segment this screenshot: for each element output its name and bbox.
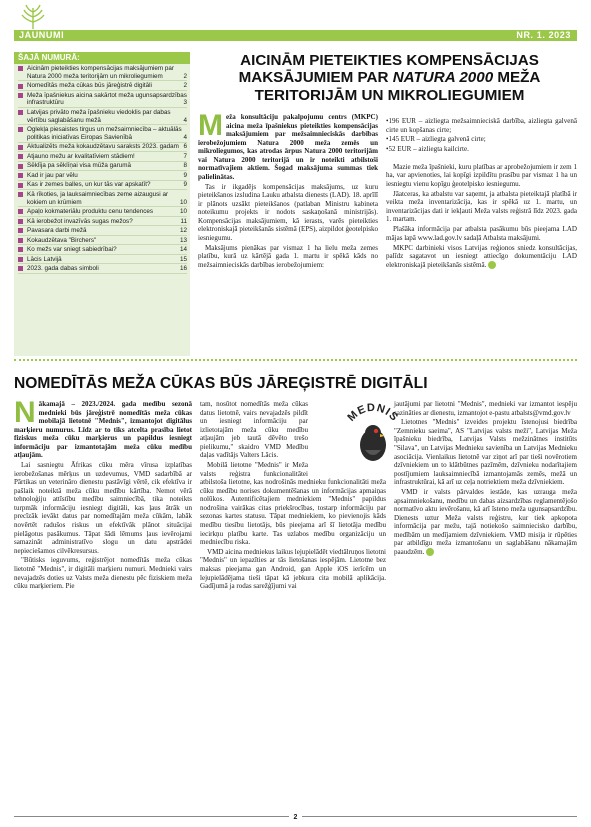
article2-paragraph: Mobilā lietotne "Mednis" ir Meža valsts reģistra funkcionalitātei atbilstoša lietotne, kas nodrošinās mednieku funkcionalitāti meža cūku medību norises dokumentēšanas un informācijas apmaiņas nolūkos. Autentificētajiem medniekiem "Mednis" papildus nodrošina vairākas citas priekšrocības, tostarp informāciju par sezonas kartes statusu. Tāpat medniekiem, ko pievienojis kāds medību tiesību lietotājs, būs pieejama arī šī lietotāja medību iecirkņu platību karte. Tas uzlabos medību organizāciju un medniecību riska. [200, 461, 386, 547]
toc-item-page: 11 [180, 217, 187, 225]
svg-text:MEDNIS: MEDNIS [345, 401, 401, 424]
bullet-square-icon [18, 228, 23, 233]
toc-item-label: 2023. gada dabas simboli [27, 265, 99, 273]
toc-item-page: 12 [179, 227, 187, 235]
article1-lead: Meža konsultāciju pakalpojumu centrs (MKPC) aicina meža īpašniekus pieteikties kompensācijas maksājumiem par mežsaimnieciskās darbības ierobežojumiem Natura 2000 meža zemēs un mikroliegumos, kas atrodas ārpus Natura 2000 teritorijām vai Natura 2000 teritorijā un ir noteikti atbilstoši normatīvajiem aktiem. Šogad maksājuma summas tiek palielinātas. [198, 109, 378, 181]
toc-item-label: Kad ir jau par vēlu [27, 171, 78, 179]
article2-column-3 [394, 400, 577, 558]
drop-cap: N [14, 396, 36, 429]
toc-item-label: Sēklīja pa sēklīņai visa mūža garumā [27, 162, 131, 170]
toc-item-page: 9 [183, 171, 187, 179]
toc-item-page: 16 [179, 265, 187, 273]
toc-item[interactable] [18, 143, 187, 152]
toc-item[interactable] [18, 208, 187, 217]
article2-paragraph: VMD ir valsts pārvaldes iestāde, kas uzrauga meža apsaimniekošanu, medību un dabas aizsardzības reglamentējošo normatīvo aktu ievērošanu, kā arī īsteno meža ugunsapsardzību. Dienests uztur Meža valsts reģistru, kur tiek apkopota informācija par mežu, tajā notiekošo saimniecisko darbību, medībām un medījamiem dzīvniekiem. VMD misija ir rūpēties par atbildīgu meža izmantošanu un saglabāšanu nākamajām paaudzēm. [394, 488, 577, 556]
bullet-square-icon [18, 110, 23, 115]
toc-item-page: 13 [179, 236, 187, 244]
bullet-square-icon [18, 257, 23, 262]
toc-item[interactable] [18, 65, 187, 81]
toc-item-page: 10 [179, 208, 187, 216]
article2-paragraph: Lietotnes "Mednis" izveides projektu īstenojusi biedrība "Zemnieku saeima", AS "Latvijas valsts meži", Latvijas Meža īpašnieku biedrība, Latvijas Valsts mežzinātnes institūts "Silava", un Latvijas Mednieku savienība un Latvijas Mednieku asociācija. Vienlaikus lietotnē var ziņot arī par tieši novērotiem dzīvniekiem un to klātbūtnes pazīmēm, dzīvnieku nodarītajiem postījumiem lauksaimniecībā izmantojamās zemēs, mežā un infrastruktūrai, kā arī uz ceļa notriektiem meža dzīvniekiem. [394, 418, 577, 487]
article2-lead: Nākamajā – 2023./2024. gada medību sezonā mednieki būs jāreģistrē nomedītās meža cūkas mobilajā lietotnē "Mednis", izmantojot digitālus marķieru numurus. Līdz ar to tiks atcelta prasība lietot fiziskus meža cūku marķierus un papildus iesniegt informāciju par izmantotajām meža cūku medību atļaujām. [14, 396, 192, 460]
bullet-square-icon [18, 247, 23, 252]
bullet-square-icon [18, 219, 23, 224]
toc-item[interactable] [18, 227, 187, 236]
toc-item-label: Aktualizēts meža kokaudzētavu saraksts 2023. gadam [27, 143, 179, 151]
bullet-square-icon [18, 266, 23, 271]
article2-paragraph: VMD aicina medniekus laikus lejupielādēt viedtālruņos lietotni "Mednis" un iepazīties ar tās lietošanas iespējām. Lietotne bez maksas pieejama gan Android, gan Apple iOS ierīcēm un lejupielādējama tieši tāpat kā jebkura cita mobilā aplikācija. Gadījumā ja rodas sarežģījumi vai [200, 547, 386, 591]
toc-item-page: 10 [179, 198, 187, 206]
bullet-square-icon [18, 145, 23, 150]
page-header [0, 0, 591, 44]
toc-item-page: 9 [183, 181, 187, 189]
bullet-square-icon [18, 238, 23, 243]
bullet-square-icon [18, 154, 23, 159]
toc-item-page: 2 [183, 82, 187, 90]
payment-rate: •196 EUR – aizliegta mežsaimnieciskā darbība, aizliegta galvenā cirte un kopšanas cirte; [386, 117, 577, 134]
table-of-contents [14, 52, 190, 356]
payment-rate: •145 EUR – aizliegta galvenā cirte; [386, 135, 486, 144]
article1-paragraph: Mazie meža īpašnieki, kuru platības ar aprobežojumiem ir zem 1 ha, var apvienoties, lai kopīgi izpildītu prasību par vismaz 1 ha un iesniegtu vienu kopīgu ģeotelpisko iesniegumu. [386, 162, 577, 188]
toc-item[interactable] [18, 256, 187, 265]
toc-item-page: 4 [183, 133, 187, 141]
toc-item-label: Aicinām pieteikties kompensācijas maksājumiem par Natura 2000 meža teritorijām un mikroliegumiem [27, 65, 174, 80]
toc-item[interactable] [18, 246, 187, 255]
bullet-square-icon [18, 209, 23, 214]
toc-item-label: Kokaudzētava "Birchers" [27, 236, 97, 244]
toc-item[interactable] [18, 265, 187, 274]
toc-item[interactable] [18, 237, 187, 246]
toc-item-label: Kā ierobežot invazīvās sugas mežos? [27, 217, 133, 225]
article1-paragraph: Tas ir ikgadējs kompensācijas maksājums, uz kuru pieteikšanos izsludina Lauku atbalsta dienests (LAD). 18. aprīlī ir plānots uzsākt pieteikšanos (patlaban Ministru kabineta noteikumu projekts ir nodots saskaņošanā ministrijās). Kompensācijas maksājumiem, kā ierasts, varēs pieteikties elektroniskajā pieteikšanās sistēmā (EPS), aizpildot ģeotelpisko iesniegumu. [198, 182, 378, 242]
article1-paragraph: Jāatceras, ka atbalstu var saņemt, ja atbalsta pieteiktajā platībā ir veikta meža inventarizācija, kas ir spēkā uz 1. martu, un inventarizācijas dati ir iekļauti Meža valsts reģistrā līdz 2023. gada 1. martam. [386, 189, 577, 224]
toc-item[interactable] [18, 92, 187, 108]
toc-item[interactable] [18, 172, 187, 181]
article1-column-2 [386, 117, 577, 271]
toc-item-page: 14 [179, 246, 187, 254]
toc-item-page: 7 [183, 152, 187, 160]
bullet-square-icon [18, 93, 23, 98]
toc-item-page: 4 [183, 116, 187, 124]
article1-paragraph: Maksājums pienākas par vismaz 1 ha lielu meža zemes platību, kurā uz kārtējā gada 1. martu ir spēkā kāds no mežsaimnieciskās darbības ierobežojumiem: [198, 243, 378, 269]
wheat-logo-icon [18, 2, 48, 30]
toc-list [14, 64, 190, 274]
article2-paragraph: tam, nosūtot nomedītās meža cūkas datus lietotnē, vairs nevajadzēs pildīt un iesniegt informāciju par izlietotajām meža cūku medību atļaujām jeb tautā dēvēto trešo pielikumu," skaidro VMD Medību daļas vadītājs Valters Lācis. [200, 400, 308, 460]
payment-rate: •52 EUR – aizliegta kailcirte. [386, 145, 469, 154]
toc-item-label: Pavasara darbi mežā [27, 227, 87, 235]
bullet-square-icon [18, 164, 23, 169]
bullet-square-icon [18, 192, 23, 197]
toc-item[interactable] [18, 162, 187, 171]
section-name: JAUNUMI [19, 30, 65, 40]
toc-item-label: Nomedītās meža cūkas būs jāreģistrē digitāli [27, 82, 152, 90]
bullet-square-icon [18, 173, 23, 178]
toc-item-page: 2 [183, 72, 187, 80]
toc-item-page: 15 [179, 255, 187, 263]
toc-item[interactable] [18, 191, 187, 207]
toc-item-page: 8 [183, 162, 187, 170]
header-bar [14, 30, 577, 41]
toc-item[interactable] [18, 153, 187, 162]
page-number: 2 [0, 813, 591, 822]
article1-paragraph: Plašāka informācija par atbalsta pasākumu būs pieejama LAD mājas lapā www.lad.gov.lv sadaļā Atbalsta maksājumi. [386, 225, 577, 242]
bullet-square-icon [18, 66, 23, 71]
toc-item-label: Kā rīkoties, ja lauksaimniecības zeme aizaugusi ar kokiem un krūmiem [27, 190, 169, 206]
toc-item-label: Lācis Latvijā [27, 255, 62, 263]
article2-paragraph: "Būtisks ieguvums, reģistrējot nomedītās meža cūkas lietotnē "Mednis", ir digitāli marķieru numuri. Mednieki vairs nevajadzēs doties uz Valsts meža dienestu pēc fiziskiem meža cūku marķieriem. Pie [14, 556, 192, 591]
toc-item[interactable] [18, 109, 187, 125]
bullet-square-icon [18, 127, 23, 132]
bullet-square-icon [18, 183, 23, 188]
toc-item-label: Meža īpašniekus aicina sakārtot meža ugunsapsardzības infrastruktūru [27, 91, 187, 107]
toc-item[interactable] [18, 82, 187, 91]
toc-item-label: Kas ir zemes balles, un kur tās var apskatīt? [27, 181, 151, 189]
bullet-square-icon [18, 84, 23, 89]
toc-item-page: 3 [183, 99, 187, 107]
toc-item-page: 6 [183, 143, 187, 151]
article1-paragraph: MKPC darbinieki visos Latvijas reģionos sniedz konsultācijas, palīdz sagatavot un iesniegt attiecīgo dokumentāciju LAD elektroniskajā pieteikšanās sistēmā. [386, 243, 577, 269]
article2-paragraph: Lai sasniegtu Āfrikas cūku mēra vīrusa izplatības ierobežošanas mērķus un uzdevumus, VMD sadarbībā ar Pārtikas un veterināro dienestu pastāvīgi vērtē, cik efektīva ir pašlaik noteiktā meža cūku medību kārtība. Nemot vērā tehnoloģiju attīstību medību saimniecībā, tika noteikts turpmāk informāciju iesniegt digitāli, kas ļaus ātrāk un precīzāk ievākt datus par nomedītajām meža cūkām, labāk novērtēt radušos riskus un efektīvāk plānot situācijai pielāgotus pasākumus. Tāpat šādi lēmums ļaus ievērojami samazināt administratīvo slogu un datu apstrādei nepieciešamos cilvēkresursus. [14, 461, 192, 555]
article2-paragraph: jautājumi par lietotni "Mednis", mednieki var izmantot iespēju sazināties ar dienestu, izmantojot e-pastu atbalsts@vmd.gov.lv [394, 400, 577, 417]
clover-icon [488, 261, 496, 269]
dotted-divider [14, 359, 577, 361]
toc-item-label: Ko mežs var sniegt sabiedrībai? [27, 246, 117, 254]
drop-cap: M [198, 109, 223, 142]
toc-item-label: Apaļo kokmateriālu produktu cenu tendences [27, 208, 154, 216]
toc-title: ŠAJĀ NUMURĀ: [14, 52, 190, 64]
article1-column-1 [198, 109, 378, 271]
clover-icon [426, 548, 434, 556]
issue-number: NR. 1. 2023 [516, 30, 571, 40]
toc-item-label: Atjauno mežu ar kvalitatīviem stādiem! [27, 152, 135, 160]
article2-column-1 [14, 396, 192, 592]
toc-item-label: Latvijas privāto meža īpašnieku viedoklis par dabas vērtību saglabāšanu mežā [27, 108, 171, 124]
article1-title: AICINĀM PIETEIKTIES KOMPENSĀCIJAS MAKSĀJUMIEM PAR NATURA 2000 MEŽA TERITORIJĀM UN MIKROLIEGUMIEM [238, 52, 541, 104]
toc-item[interactable] [18, 181, 187, 190]
toc-item[interactable] [18, 218, 187, 227]
toc-item-label: Oglekļa piesaistes tirgus un mežsaimniecība – aktuālās politikas iniciatīvas Eiropas Savienībā [27, 126, 182, 141]
article2-title: NOMEDĪTĀS MEŽA CŪKAS BŪS JĀREĢISTRĒ DIGITĀLI [14, 375, 428, 392]
toc-item[interactable] [18, 126, 187, 142]
